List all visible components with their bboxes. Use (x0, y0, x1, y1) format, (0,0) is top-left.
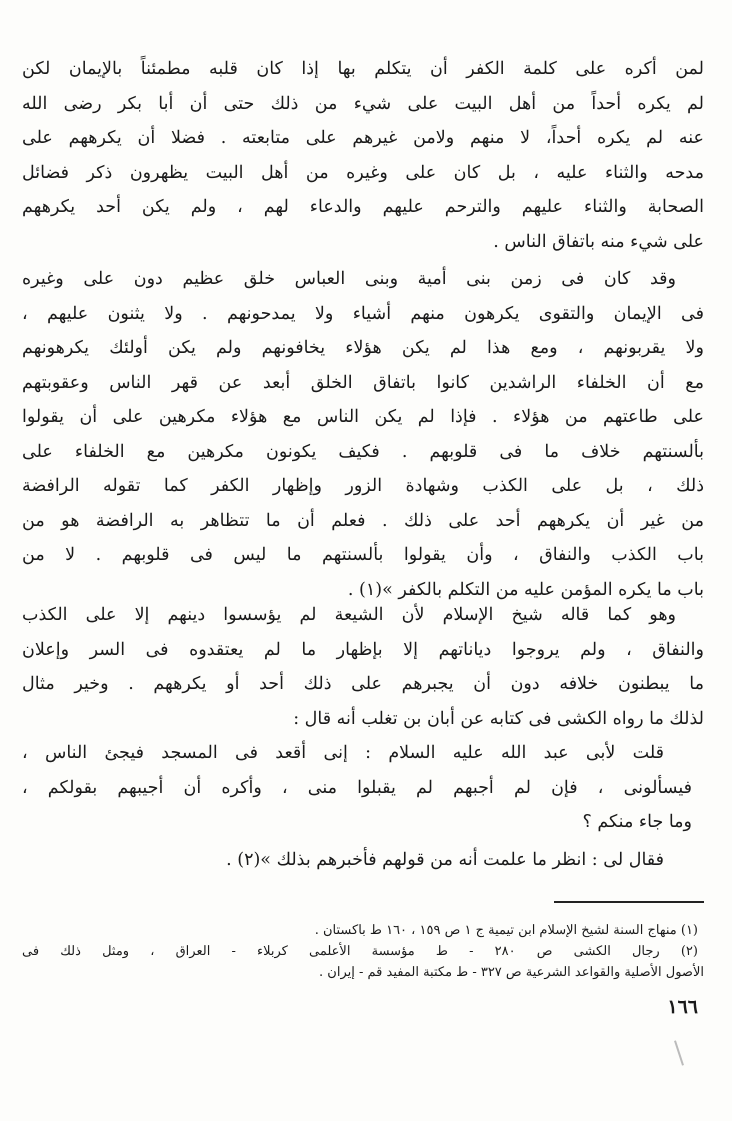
quoted-paragraph-2 (132, 843, 692, 878)
text-line: عنه لم يكره أحداً، لا منهم ولامن غيرهم على متابعته . فضلا أن يكرههم على (22, 128, 704, 148)
page-number: ١٦٦ (667, 996, 698, 1018)
text-line: ما يبطنون خلافه دون أن يجبرهم على ذلك أحد أو يكرههم . وخير مثال (22, 674, 704, 694)
footnote-2: (٢) رجال الكشى ص ٢٨٠ - ط مؤسسة الأعلمى كربلاء - العراق ، ومثل ذلك فى (22, 944, 698, 959)
text-line: لمن أكره على كلمة الكفر أن يتكلم بها إذا كان قلبه مطمئناً بالإيمان لكن (22, 59, 704, 79)
margin-pencil-mark (674, 1040, 684, 1065)
footnote-2-continued: الأصول الأصلية والقواعد الشرعية ص ٣٢٧ - ط مكتبة المفيد قم - إيران . (319, 965, 704, 980)
text-line: باب الكذب والنفاق ، وأن يقولوا بألسنتهم ما ليس فى قلوبهم . لا من (22, 545, 704, 565)
text-line: وما جاء منكم ؟ (582, 812, 692, 832)
text-line: باب ما يكره المؤمن عليه من التكلم بالكفر »(١) . (347, 579, 704, 600)
text-line: لذلك ما رواه الكشى فى كتابه عن أبان بن تغلب أنه قال : (293, 708, 704, 729)
paragraph-3 (22, 598, 704, 736)
text-line: قلت لأبى عبد الله عليه السلام : إنى أقعد فى المسجد فيجئ الناس ، (22, 743, 664, 763)
footnotes (22, 920, 704, 983)
text-line: مع أن الخلفاء الراشدين كانوا باتفاق الخلق أبعد عن قهر الناس وعقوبتهم (22, 372, 704, 393)
text-line: فى الإيمان والتقوى يكرهون منهم أشياء ولا يمدحونهم . ولا يثنون عليهم ، (22, 303, 704, 324)
text-line: وهو كما قاله شيخ الإسلام لأن الشيعة لم يؤسسوا دينهم إلا على الكذب (22, 605, 676, 625)
text-line: فقال لى : انظر ما علمت أنه من قولهم فأخبرهم بذلك »(٢) . (226, 850, 664, 870)
footnote-1: (١) منهاج السنة لشيخ الإسلام ابن تيمية ج ١ ص ١٥٩ ، ١٦٠ ط باكستان . (314, 923, 698, 938)
quoted-paragraph-1 (22, 736, 692, 840)
text-line: ولا يقربونهم ، ومع هذا لم يكن هؤلاء يخافونهم ولم يكن أولئك يكرهونهم (22, 338, 704, 358)
text-line: فيسألونى ، فإن لم أجبهم لم يقبلوا منى ، وأكره أن أجيبهم بقولكم ، (22, 777, 692, 798)
text-line: ذلك ، بل على الكذب وشهادة الزور وإظهار الكفر كما تقوله الرافضة (22, 476, 704, 496)
text-line: على شيء منه باتفاق الناس . (493, 231, 704, 252)
text-line: مدحه والثناء عليه ، بل كان على وغيره من أهل البيت يظهرون ذكر فضائل (22, 162, 704, 183)
text-line: لم يكره أحداً من أهل البيت على شيء من ذلك حتى أن أبا بكر رضى الله (22, 93, 704, 114)
text-line: وقد كان فى زمن بنى أمية وبنى العباس خلق عظيم دون على وغيره (22, 269, 676, 289)
text-line: الصحابة والثناء عليهم والترحم عليهم والدعاء لهم ، ولم يكن أحد يكرههم (22, 197, 704, 217)
text-line: بألسنتهم خلاف ما فى قلوبهم . فكيف يكونون مكرهين مع الخلفاء على (22, 441, 704, 462)
paragraph-2 (22, 262, 704, 607)
footnote-divider (554, 901, 704, 903)
text-line: والنفاق ، ولم يروجوا دياناتهم إلا بإظهار ما لم يعتقدوه فى السر وإعلان (22, 639, 704, 660)
text-line: على طاعتهم من هؤلاء . فإذا لم يكن الناس مع هؤلاء مكرهين على أن يقولوا (22, 407, 704, 427)
text-line: من غير أن يكرههم أحد على ذلك . فعلم أن ما تتظاهر به الرافضة هو من (22, 510, 704, 531)
paragraph-1 (22, 52, 704, 259)
